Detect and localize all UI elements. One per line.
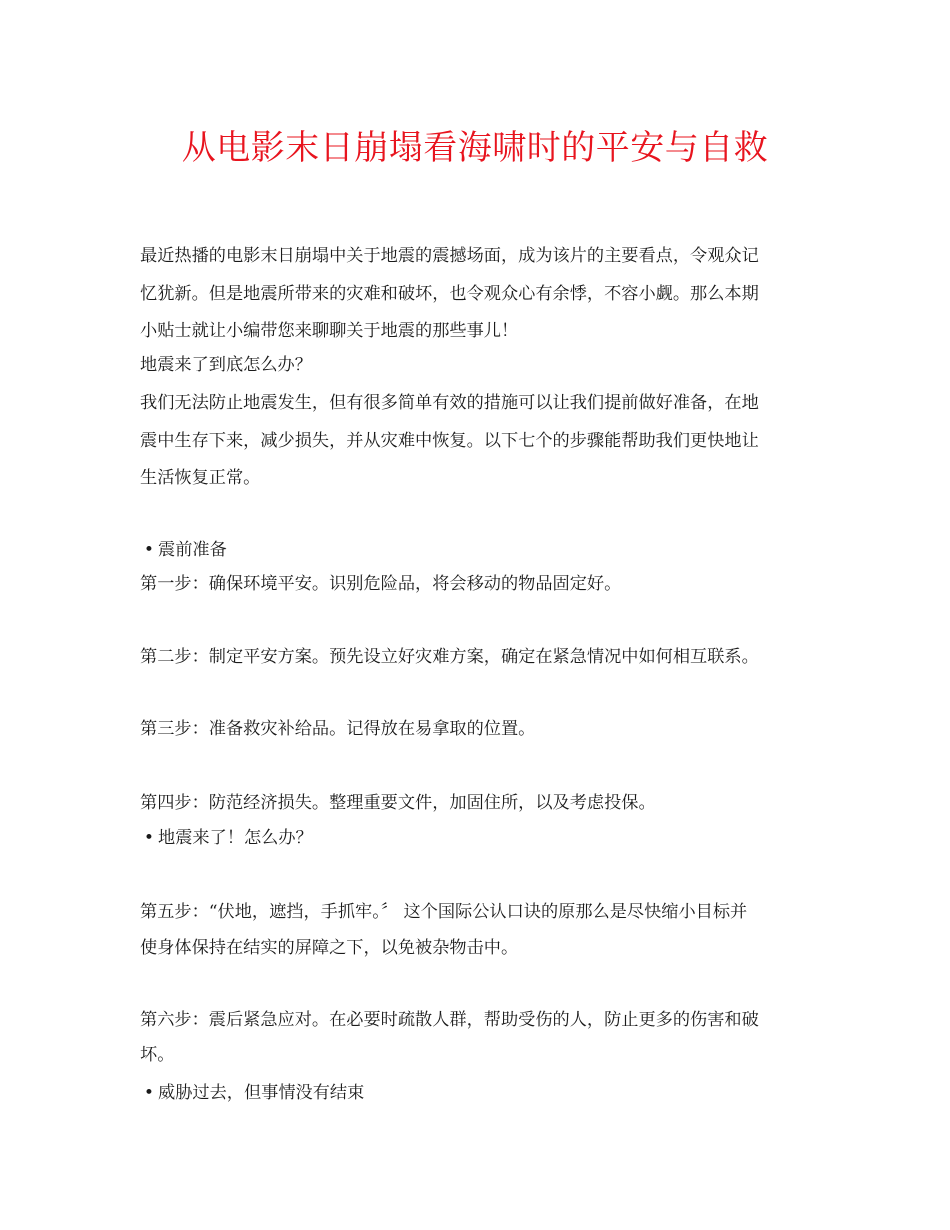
section-question: 地震来了到底怎么办？ — [140, 355, 312, 375]
step-line: 第五步：“伏地，遮挡，手抓牢。〞 这个国际公认口诀的原那么是尽快缩小目标并 — [140, 902, 748, 922]
bullet-heading — [140, 825, 820, 851]
paragraph-line: 我们无法防止地震发生，但有很多简单有效的措施可以让我们提前做好准备，在地 — [140, 393, 759, 413]
paragraph-line: 生活恢复正常。 — [140, 468, 261, 488]
step-line: 第三步：准备救灾补给品。记得放在易拿取的位置。 — [140, 719, 536, 739]
step-line: 第一步：确保环境平安。识别危险品，将会移动的物品固定好。 — [140, 574, 622, 594]
bullet-icon: • — [143, 1083, 155, 1103]
paragraph-line: 最近热播的电影末日崩塌中关于地震的震撼场面，成为该片的主要看点，令观众记 — [140, 246, 759, 266]
step-line: 第四步：防范经济损失。整理重要文件，加固住所，以及考虑投保。 — [140, 793, 656, 813]
step-line: 第六步：震后紧急应对。在必要时疏散人群，帮助受伤的人，防止更多的伤害和破 — [140, 1010, 759, 1030]
page-title: 从电影末日崩塌看海啸时的平安与自救 — [181, 128, 769, 168]
bullet-heading-text: 威胁过去，但事情没有结束 — [158, 1083, 365, 1103]
step-line: 第二步：制定平安方案。预先设立好灾难方案，确定在紧急情况中如何相互联系。 — [140, 647, 759, 667]
paragraph-line: 震中生存下来，减少损失，并从灾难中恢复。以下七个的步骤能帮助我们更快地让 — [140, 431, 759, 451]
bullet-icon: • — [143, 540, 155, 560]
step-line: 坏。 — [140, 1045, 175, 1065]
paragraph-line: 忆犹新。但是地震所带来的灾难和破坏，也令观众心有余悸，不容小觑。那么本期 — [140, 284, 759, 304]
bullet-heading-text: 震前准备 — [158, 540, 227, 560]
bullet-heading — [140, 537, 820, 563]
bullet-heading-text: 地震来了！怎么办？ — [158, 828, 313, 848]
bullet-heading — [140, 1080, 820, 1106]
step-line: 使身体保持在结实的屏障之下，以免被杂物击中。 — [140, 938, 519, 958]
bullet-icon: • — [143, 828, 155, 848]
paragraph-line: 小贴士就让小编带您来聊聊关于地震的那些事儿！ — [140, 321, 519, 341]
